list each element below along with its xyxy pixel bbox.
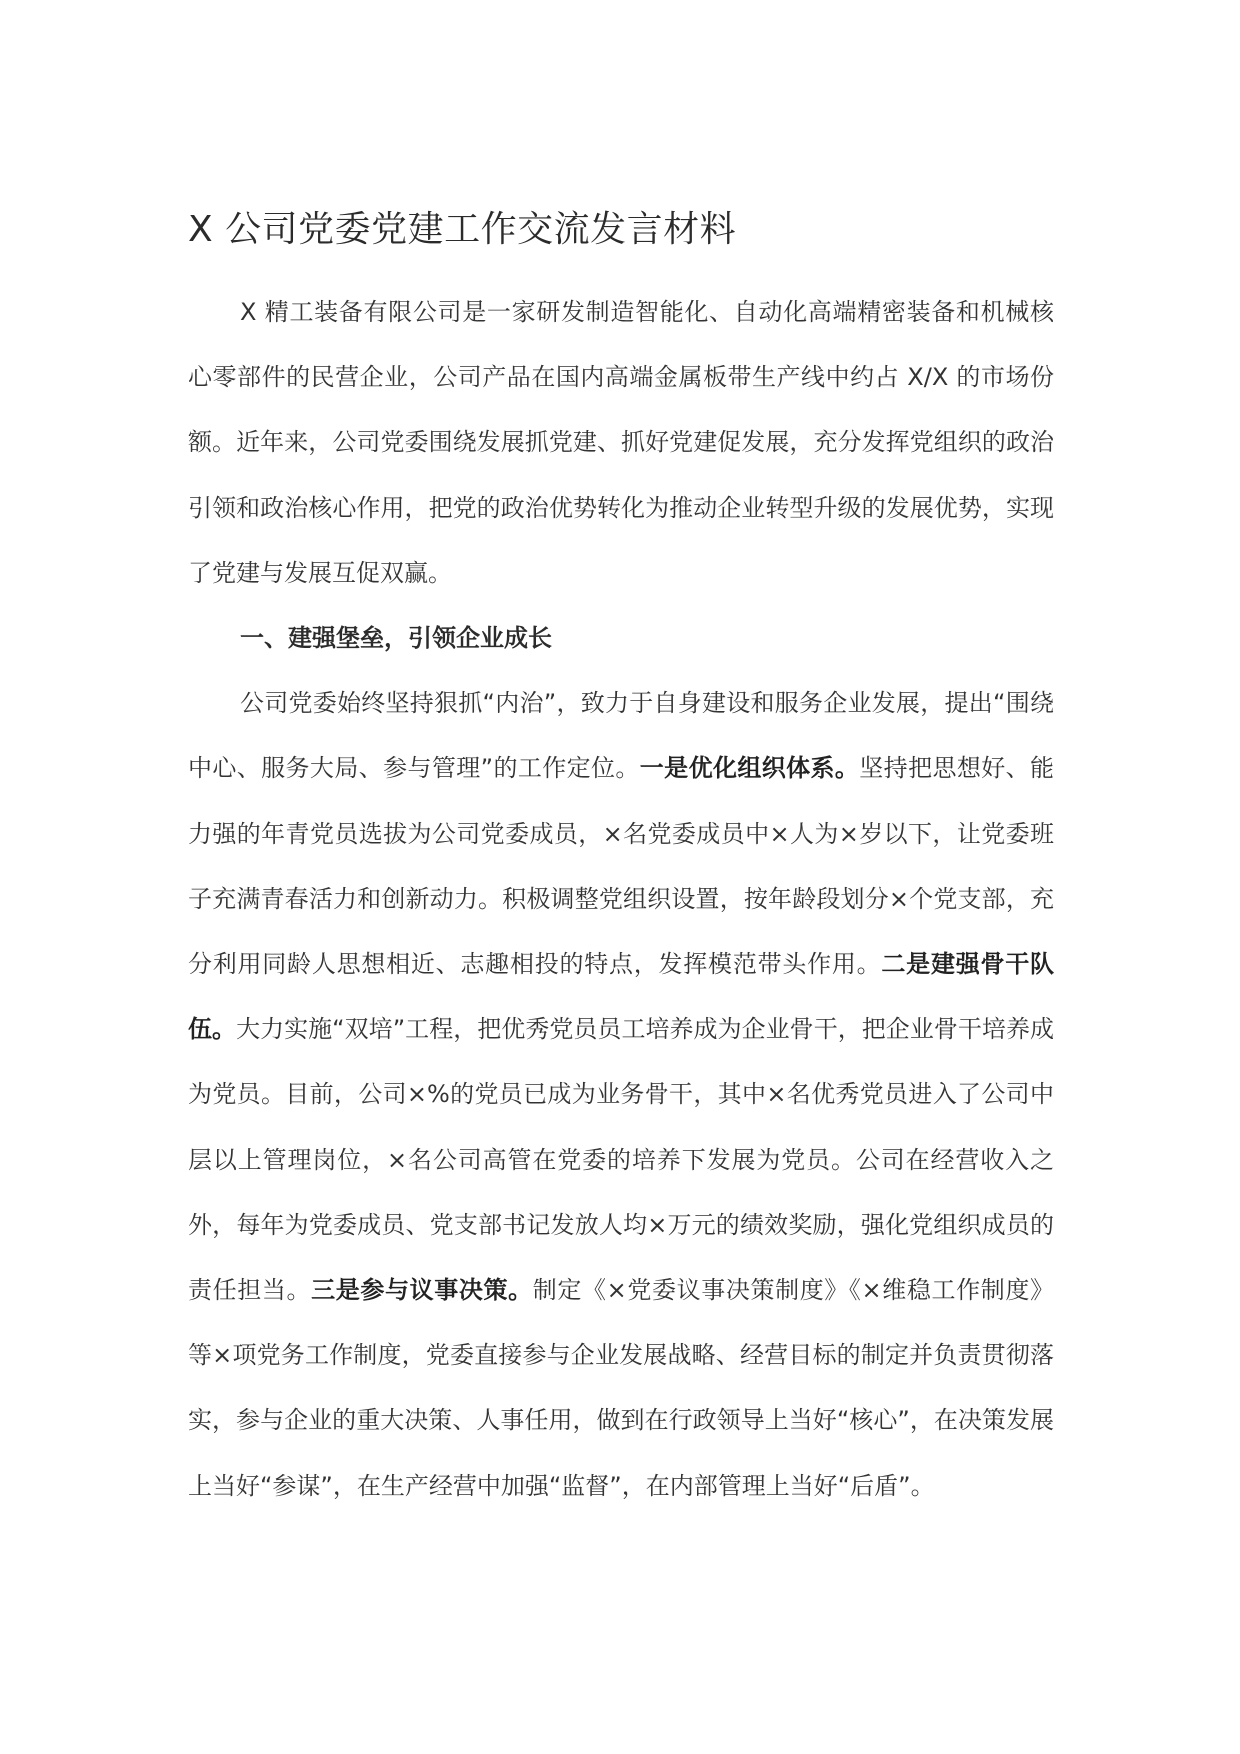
bold-point-2: 二是建强骨干队伍。 (188, 950, 1055, 1044)
intro-paragraph: X 精工装备有限公司是一家研发制造智能化、自动化高端精密装备和机械核心零部件的民营企业，公司产品在国内高端金属板带生产线中约占 X/X 的市场份额。近年来，公司党委围绕发展抓党建、抓好党建促发展，充分发挥党组织的政治引领和政治核心作用，把党的政治优势转化为推动企业转型升级的发展优势，实现了党建与发展互促双赢。 (188, 298, 1054, 587)
document-title: X 公司党委党建工作交流发言材料 (188, 209, 737, 250)
body-text-segment: 制定《×党委议事决策制度》《×维稳工作制度》等×项党务工作制度，党委直接参与企业发展战略、经营目标的制定并负责贯彻落实，参与企业的重大决策、人事任用，做到在行政领导上当好“核心”，在决策发展上当好“参谋”，在生产经营中加强“监督”，在内部管理上当好“后盾”。 (188, 1276, 1055, 1500)
document-content (188, 198, 1054, 1519)
section-heading: 一、建强堡垒，引领企业成长 (240, 624, 552, 653)
body-text-segment: 坚持把思想好、能力强的年青党员选拔为公司党委成员，×名党委成员中×人为×岁以下，让党委班子充满青春活力和创新动力。积极调整党组织设置，按年龄段划分×个党支部，充分利用同龄人思想相近、志趣相投的特点，发挥模范带头作用。 (188, 754, 1055, 979)
bold-point-3: 三是参与议事决策。 (311, 1276, 533, 1305)
body-text-segment: 公司党委始终坚持狠抓“内治”，致力于自身建设和服务企业发展，提出“围绕中心、服务大局、参与管理”的工作定位。 (188, 689, 1054, 783)
bold-point-1: 一是优化组织体系。 (639, 754, 860, 783)
section-body-paragraph (188, 671, 1054, 1519)
body-text-segment: 大力实施“双培”工程，把优秀党员员工培养成为企业骨干，把企业骨干培养成为党员。目前，公司×%的党员已成为业务骨干，其中×名优秀党员进入了公司中层以上管理岗位，×名公司高管在党委的培养下发展为党员。公司在经营收入之外，每年为党委成员、党支部书记发放人均×万元的绩效奖励，强化党组织成员的责任担当。 (188, 1015, 1054, 1305)
